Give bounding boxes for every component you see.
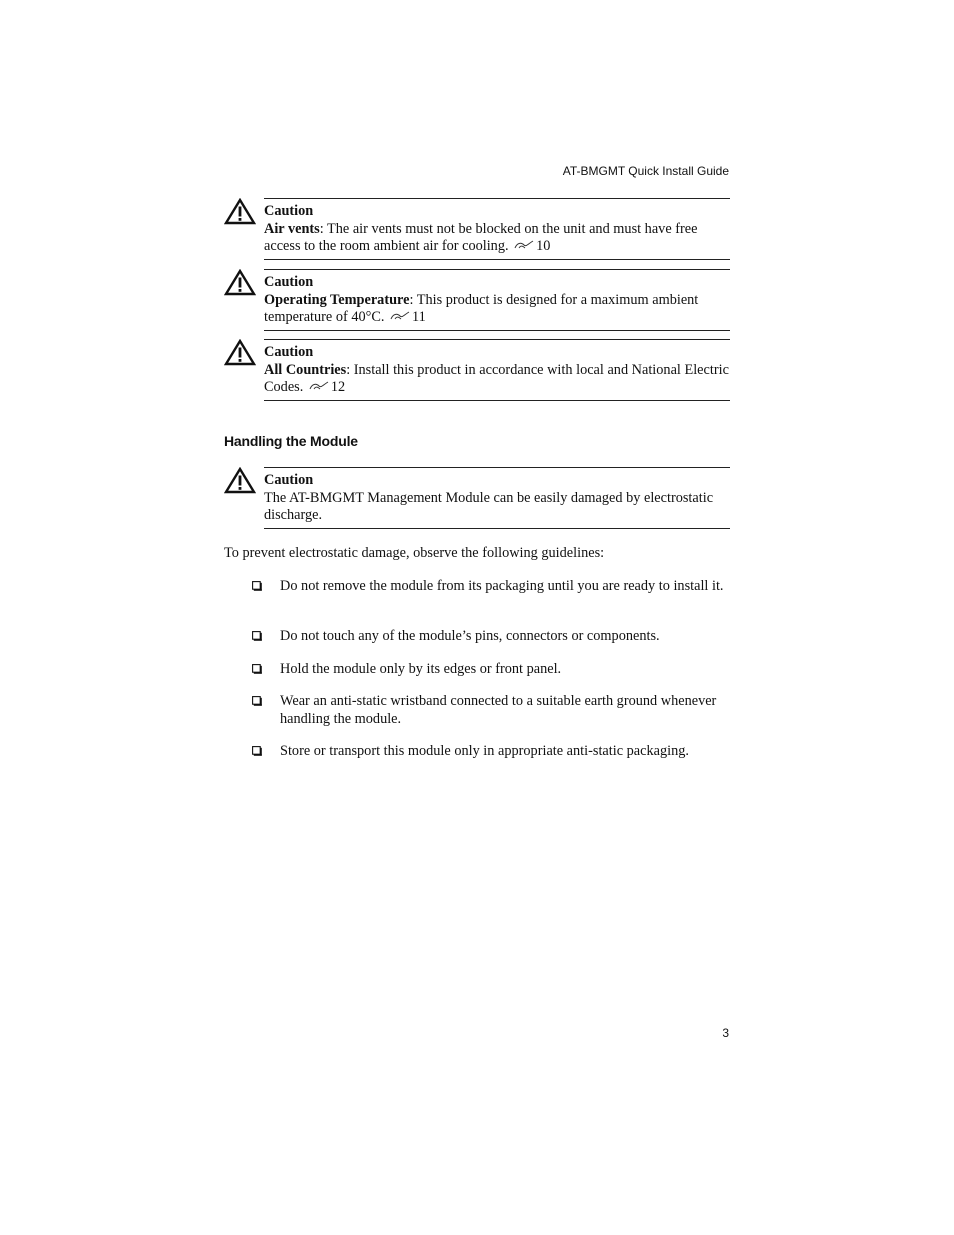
list-item [252,743,732,779]
guidelines-list [252,578,732,779]
reference-hand-icon [309,381,329,391]
caution-ref: 12 [330,379,346,395]
checkbox-icon [252,664,262,674]
checkbox-icon [252,696,262,706]
caution-lead: Air vents [264,220,320,237]
intro-paragraph: To prevent electrostatic damage, observe the following guidelines: [224,545,605,561]
list-item [252,578,732,628]
caution-text: The AT-BMGMT Management Module can be easily damaged by electrostatic discharge. [264,489,714,523]
caution-text: : This product is designed for a maximum ambient temperature of 40°C. [264,291,699,325]
guideline-text: Wear an anti-static wristband connected to a suitable earth ground whenever handling the module. [280,693,717,727]
caution-title: Caution [264,344,314,360]
checkbox-icon [252,631,262,641]
guideline-text: Do not remove the module from its packaging until you are ready to install it. [280,578,724,594]
caution-ref: 10 [536,238,551,254]
warning-triangle-icon [224,269,256,297]
guideline-text: Store or transport this module only in appropriate anti-static packaging. [280,743,689,759]
reference-hand-icon [514,240,534,250]
running-header: AT-BMGMT Quick Install Guide [562,164,729,178]
page-number: 3 [722,1026,729,1040]
section-heading: Handling the Module [224,433,358,449]
checkbox-icon [252,581,262,591]
guideline-text: Do not touch any of the module’s pins, connectors or components. [280,628,660,644]
checkbox-icon [252,746,262,756]
caution-text: : The air vents must not be blocked on the unit and must have free access to the room ambient air for cooling. [264,220,698,254]
caution-title: Caution [264,472,314,488]
warning-triangle-icon [224,467,256,495]
caution-title: Caution [264,274,314,290]
caution-text: : Install this product in accordance with local and National Electric Codes. [264,361,729,395]
caution-ref: 11 [412,309,426,325]
warning-triangle-icon [224,198,256,226]
caution-lead: All Countries [264,361,347,378]
warning-triangle-icon [224,339,256,367]
list-item [252,693,732,743]
guideline-text: Hold the module only by its edges or front panel. [280,661,562,677]
reference-hand-icon [390,311,410,321]
caution-title: Caution [264,203,314,219]
caution-lead: Operating Temperature [264,291,410,308]
list-item [252,628,732,661]
list-item [252,661,732,693]
